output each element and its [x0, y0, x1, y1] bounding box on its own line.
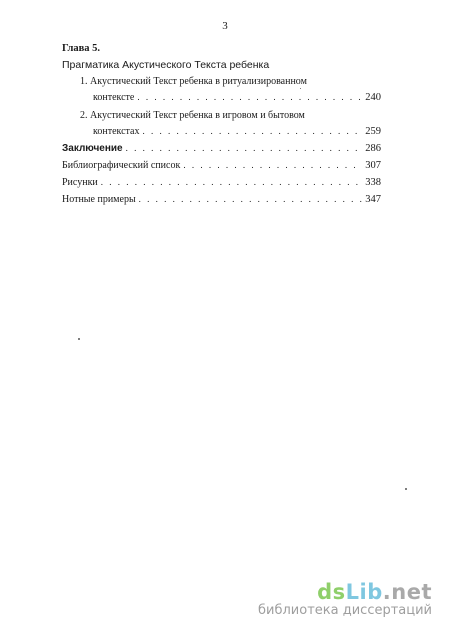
toc-section-figures: [62, 177, 381, 188]
toc-item-2-title-line1: Акустический Текст ребенка в игровом и бытовом: [90, 110, 305, 121]
dslib-logo-net: .net: [382, 580, 432, 604]
page-number: 3: [222, 20, 228, 32]
toc-item-2-number: 2.: [80, 110, 88, 121]
toc-item-1-entry: [93, 92, 381, 103]
toc-leader-dots: [126, 143, 363, 153]
toc-section-conclusion: [62, 143, 381, 154]
toc-section-page: 347: [365, 194, 381, 205]
chapter-title: Прагматика Акустического Текста ребенка: [62, 59, 270, 71]
scan-speck: [405, 488, 407, 490]
chapter-heading: Глава 5.: [62, 43, 101, 54]
toc-section-label: Библиографический список: [62, 160, 181, 171]
toc-item-1-page: 240: [365, 92, 381, 103]
toc-section-label: Нотные примеры: [62, 194, 136, 205]
toc-item-2-first-line: [80, 110, 305, 121]
toc-item-2-page: 259: [365, 126, 381, 137]
dslib-logo-ds: ds: [317, 580, 346, 604]
dslib-subtitle: библиотека диссертаций: [258, 603, 432, 618]
toc-section-bibliography: [62, 160, 381, 171]
dslib-logo-lib: Lib: [345, 580, 383, 604]
dslib-watermark: [258, 581, 432, 619]
toc-item-1-number: 1.: [80, 76, 88, 87]
dslib-logo: [258, 581, 432, 603]
toc-item-2-title-line2: контекстах: [93, 126, 140, 137]
toc-item-1-title-line2: контексте: [93, 92, 135, 103]
toc-leader-dots: [137, 92, 362, 102]
toc-section-label: Заключение: [62, 143, 123, 154]
toc-item-2-entry: [93, 126, 381, 137]
toc-section-page: 338: [365, 177, 381, 188]
toc-section-music-examples: [62, 194, 381, 205]
toc-item-1-title-line1: Акустический Текст ребенка в ритуализированном: [90, 76, 307, 87]
scan-speck: [300, 88, 301, 89]
toc-leader-dots: [183, 160, 362, 170]
toc-section-page: 307: [365, 160, 381, 171]
toc-section-label: Рисунки: [62, 177, 98, 188]
toc-leader-dots: [143, 126, 363, 136]
toc-section-page: 286: [365, 143, 381, 154]
scan-speck: [78, 338, 80, 340]
toc-leader-dots: [139, 194, 363, 204]
toc-leader-dots: [101, 177, 362, 187]
toc-item-1-first-line: [80, 76, 307, 87]
